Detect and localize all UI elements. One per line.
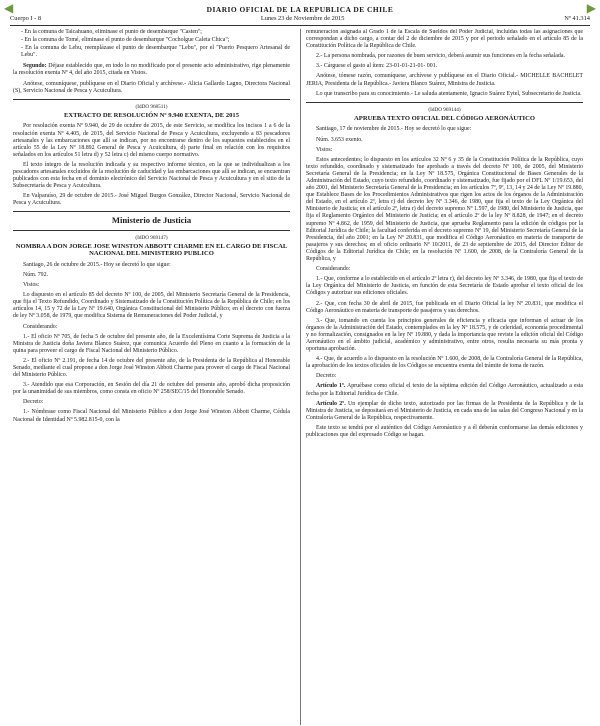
list-item: 3.- Atendido que esa Corporación, en Sesión del día 21 de octubre del presente año, aprobó dicha proposición por la unanimidad de sus miembros, como consta en oficio Nº 258/SEC/15 del Honorable Senado. — [13, 382, 290, 396]
document-id: (IdDO 968511) — [135, 103, 168, 110]
section-divider — [13, 99, 290, 100]
article-text: Un ejemplar de dicho texto, autorizado por las firmas de la Presidenta de la República y de la Ministra de Justicia, se depositará en el Ministerio de Justicia, en cada una de las salas del Congreso Nacional y en la Contraloría General de la República, respectivamente. — [306, 400, 583, 421]
segundo-text: Déjase establecido que, en todo lo no modificado por el presente acto administrativo, rige plenamente la resolución exenta Nº 4, del año 2015, citada en Vistos. — [13, 63, 290, 77]
date-line: Santiago, 17 de noviembre de 2015.- Hoy se decretó lo que sigue: — [316, 126, 472, 133]
body-section: Cuerpo I - 8 — [10, 15, 42, 22]
document-id: (IdDO 969144) — [428, 106, 461, 113]
paragraph: 1.- Nómbrase como Fiscal Nacional del Ministerio Público a don Jorge José Winston Abbott Charme, Cédula Nacional de Identidad Nº 5.982.815-0, con la — [13, 409, 290, 423]
list-item: 4.- Que, de acuerdo a lo dispuesto en la resolución Nº 1.600, de 2008, de la Contraloría General de la República, la aprobación de los textos oficiales de los Códigos se encuentra exenta del trámite de toma de razón. — [306, 356, 583, 370]
decreto-heading: Decreto: — [316, 373, 337, 380]
running-header — [10, 15, 590, 22]
vistos-heading: Vistos: — [316, 146, 333, 153]
signature-paragraph: Anótese, comuníquese, publíquese en el Diario Oficial y archívese.- Alicia Gallardo Lagno, Directora Nacional (S), Servicio Nacional de Pesca y Acuicultura. — [13, 80, 290, 94]
vistos-heading: Vistos: — [23, 282, 40, 289]
paragraph — [13, 63, 290, 77]
paragraph: Estos antecedentes; lo dispuesto en los artículos 32 Nº 6 y 35 de la Constitución Política de la República, cuyo texto refundido, coordinado y sistematizado fue aprobado a través del decreto Nº 100, de 2005, del Ministerio Secretaría General de la Presidencia; en la Ley Nº 18.575, Orgánica Constitucional de Bases Generales de la Administración del Estado, cuyo texto refundido, coordinado y sistematizado, fue fijado por el DFL Nº 1/19.653, del año 2001, del Ministerio Secretaría General de la Presidencia; en los artículos 7º, 9º, 13, 14 y 24 de la Ley Nº 19.880, que Establece Bases de los Procedimientos Administrativos que rigen los actos de los órganos de la Administración del Estado, en el artículo 2º, letra r) del decreto ley Nº 3.346, de 1980, que fija el texto de la Ley Orgánica del Ministerio de Justicia; en el artículo 2º, letra r) del decreto supremo Nº 1.597, de 1980, del Ministerio de Justicia, que fija el Reglamento Orgánico del Ministerio de Justicia; en el artículo 2º de la ley Nº 8.828, de 1947; en el decreto supremo Nº 4.862, de 1959, del Ministerio de Justicia, que aprueba Reglamento para la edición de códigos por la Editorial Jurídica de Chile; la facultad conferida en el decreto supremo Nº 19, del Ministerio Secretaría General de la Presidencia, del año 2001; en la Ley Nº 20.831, que modifica el Código Aeronáutico en materia de transporte de pasajeros y sus derechos; en el oficio ordinario Nº 10/2011, de 23 de septiembre de 2015, del Director Editor de Códigos de la Editorial Jurídica de Chile; en la resolución Nº 1.600, de 2008, de la Contraloría General de la República, y — [306, 156, 583, 263]
decree-number: Núm. 792. — [23, 271, 49, 278]
page-body — [13, 29, 587, 725]
header-rule — [10, 25, 590, 26]
decree-number: Núm. 3.653 exento. — [316, 136, 363, 143]
column-divider — [300, 29, 301, 725]
issue-date: Lunes 23 de Noviembre de 2015 — [260, 15, 345, 22]
document-headline: NOMBRA A DON JORGE JOSE WINSTON ABBOTT CHARME EN EL CARGO DE FISCAL NACIONAL DEL MINISTERIO PUBLICO — [15, 242, 288, 258]
signature-paragraph: Lo que transcribo para su conocimiento.- Le saluda atentamente, Ignacio Suárez Eytel, Subsecretario de Justicia. — [316, 90, 582, 97]
paragraph — [306, 401, 583, 422]
signature-paragraph: Anótese, tómese razón, comuníquese, archívese y publíquese en el Diario Oficial.- MICHELLE BACHELET JERIA, Presidenta de la República.- Javiera Blanco Suárez, Ministra de Justicia. — [306, 73, 583, 87]
gazette-title: DIARIO OFICIAL DE LA REPUBLICA DE CHILE — [206, 5, 394, 14]
list-item: 2.- El oficio Nº 2.191, de fecha 14 de octubre del presente año, de la Presidenta de la República al Honorable Senado, mediante el cual propone a don Jorge José Winston Abbott Charme para proveer el cargo de Fiscal Nacional del Ministerio Público. — [13, 357, 290, 379]
section-divider — [306, 102, 583, 103]
list-item: 1.- Que, conforme a lo establecido en el artículo 2º letra r), del decreto ley Nº 3.346, de 1980, que fija el texto de la Ley Orgánica del Ministerio de Justicia, en función de esta Secretaría de Estado aprobar el texto oficial de los Códigos y autorizar sus ediciones oficiales. — [306, 276, 583, 297]
section-divider — [13, 230, 290, 231]
list-item: 2.- Que, con fecha 30 de abril de 2015, fue publicada en el Diario Oficial la ley Nº 20.831, que modifica el Código Aeronáutico en materia de transporte de pasajeros y sus derechos. — [306, 300, 583, 314]
left-column — [13, 29, 290, 725]
paragraph: remuneración asignada al Grado 1 de la Escala de Sueldos del Poder Judicial, incluidas todas las asignaciones que correspondan a dicho cargo, a contar del 2 de diciembre de 2015 y por el periodo señalado en el artículo 85 de la Constitución Política de la República de Chile. — [306, 29, 583, 50]
ministry-heading: Ministerio de Justicia — [111, 215, 192, 226]
decreto-heading: Decreto: — [23, 399, 44, 406]
previous-page-arrow-icon[interactable]: ◀ — [4, 1, 14, 15]
article-keyword: Artículo 2º. — [316, 400, 346, 407]
paragraph — [306, 383, 583, 397]
date-line: Santiago, 26 de octubre de 2015.- Hoy se decretó lo que sigue: — [23, 261, 171, 268]
document-headline: EXTRACTO DE RESOLUCIÓN Nº 9.940 EXENTA, DE 2015 — [63, 111, 240, 119]
right-column — [306, 29, 583, 725]
list-item: 3.- Que, tomando en cuenta los principios generales de eficiencia y eficacia que informan el actuar de los órganos de la Administración del Estado, contemplados en la ley Nº 18.575, y de celeridad, economía procedimental y no formalización, consignados en la ley Nº 19.880, y dada la importancia que reviste la edición oficial del Código Aeronáutico en el ámbito judicial, académico y administrativo, entre otros, resulta necesaria su más pronta y oportuna aprobación. — [306, 317, 583, 353]
considerando-heading: Considerando: — [23, 323, 58, 330]
list-item: 1.- El oficio Nº 705, de fecha 5 de octubre del presente año, de la Excelentísima Corte Suprema de Justicia a la Ministra de Justicia doña Javiera Blanco Suárez, que comunica Acuerdo del Pleno en cuanto a la formación de la quina para proveer el cargo de Fiscal Nacional del Ministerio Público. — [13, 333, 290, 354]
list-item: - En la comuna de Lebu, reemplázase el punto de desembarque "Lebu", por el "Puerto Pesquero Artesanal de Lebu". — [21, 45, 290, 59]
paragraph: 3.- Cárguese el gasto al ítem: 23-01-01-21-01- 001. — [316, 63, 438, 70]
article-keyword: Artículo 1º. — [316, 383, 346, 390]
document-headline: APRUEBA TEXTO OFICIAL DEL CÓDIGO AERONÁUTICO — [354, 114, 535, 122]
paragraph: Por resolución exenta Nº 9.940, de 29 de octubre de 2015, de este Servicio, se modifica los incisos 1 a 6 de la resolución exenta Nº 4.405, de 2015, del Servicio Nacional de Pesca y Acuicultura, excluyendo a 83 pescadores artesanales y las embarcaciones que allí se indican, por no encontrarse dentro de los supuestos establecidos en el artículo 55 de la Ley Nº 18.892 General de Pesca y Acuicultura, d) parte final en relación con los requisitos señalados en los artículos 51 letra d) y 52 letra c) del mismo cuerpo normativo. — [13, 123, 290, 158]
paragraph: Lo dispuesto en el artículo 85 del decreto Nº 100, de 2005, del Ministerio Secretaría General de la Presidencia, que fija el Texto Refundido, Coordinado y Sistematizado de la Constitución Política de la República de Chile; en los artículos 14, 15 y 72 de la Ley Nº 19.640, Orgánica Constitucional del Ministerio Público; en el decreto con fuerza de ley Nº 3.058, de 1979, que modifica Sistema de Remuneraciones del Poder Judicial, y — [13, 292, 290, 320]
signature-paragraph: En Valparaíso, 29 de octubre de 2015.- José Miguel Burgos González, Director Nacional, Servicio Nacional de Pesca y Acuicultura. — [13, 193, 290, 207]
segundo-keyword: Segundo: — [23, 63, 47, 70]
issue-number: Nº 41.314 — [564, 15, 590, 22]
list-item: - En la comuna de Talcahuano, eliminase el punto de desembarque "Casten"; — [21, 29, 202, 35]
document-id: (IdDO 969147) — [135, 234, 168, 241]
paragraph: El texto íntegro de la resolución indicada y su respectivo informe técnico, en la que se individualizan a los pescadores artesanales excluidos de la resolución de caducidad y las embarcaciones que allí se indican, se encuentran publicados con esta fecha en el dominio electrónico del Servicio Nacional de Pesca y Acuicultura y en el sitio de la Subsecretaría de Pesca y Acuicultura. — [13, 161, 290, 190]
next-page-arrow-icon[interactable]: ▶ — [586, 1, 596, 15]
considerando-heading: Considerando: — [316, 266, 351, 273]
article-text: Apruébase como oficial el texto de la séptima edición del Código Aeronáutico, actualizado a esta fecha por la Editorial Jurídica de Chile. — [306, 383, 583, 397]
section-divider — [13, 211, 290, 212]
list-item: - En la comuna de Tomé, eliminase el punto de desembarque "Cocholgue Caleta Chica"; — [21, 37, 230, 44]
paragraph: Este texto se tendrá por el auténtico del Código Aeronáutico y a él deberán conformarse las demás ediciones y publicaciones que del expresado Código se hagan. — [306, 424, 583, 438]
paragraph: 2.- La persona nombrada, por razones de buen servicio, deberá asumir sus funciones en la fecha señalada. — [316, 53, 565, 60]
